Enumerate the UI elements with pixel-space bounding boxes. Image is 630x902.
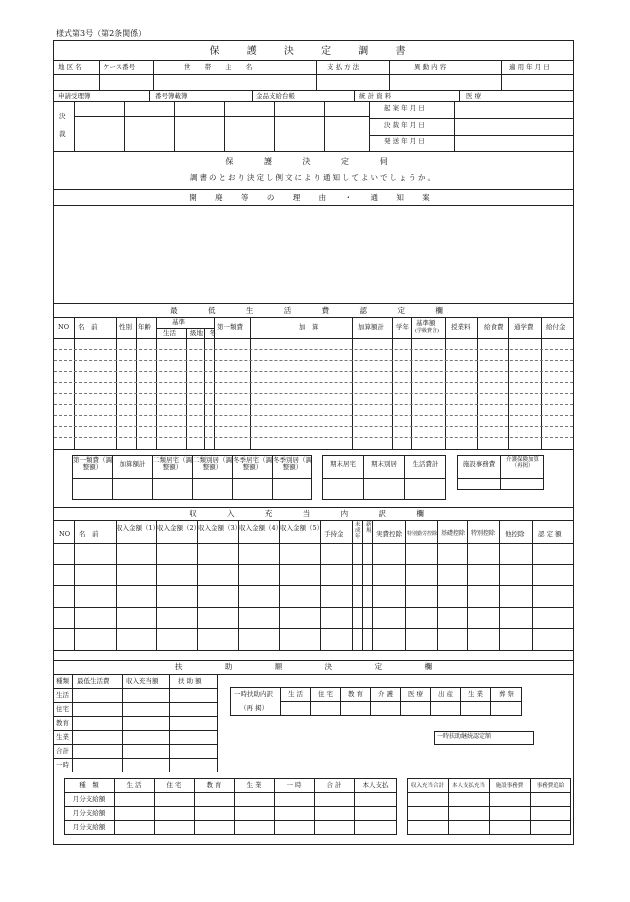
temp-col-housing: 住 宅 [317, 690, 334, 698]
income-heading: 収 入 充 当 内 訳 欄 [189, 509, 438, 518]
sub-care-ins: 介護保険加算（再掲） [505, 457, 539, 470]
aid-row-temp: 一時 [56, 761, 69, 769]
pay-right-facility: 施設事務費 [495, 783, 524, 789]
form-number: 様式第3号（第2条関係） [56, 29, 147, 38]
pay-col-life: 生 活 [126, 781, 142, 789]
aid-row-job: 生業 [56, 733, 69, 741]
inc-col-minor: 未成年 [355, 522, 361, 541]
applicable-date-label: 適 用 年 月 日 [509, 63, 550, 71]
householder-label: 世 帯 主 名 [184, 63, 259, 71]
approval-label: 決 [59, 112, 66, 120]
inc-col-1: 収入金額（1） [116, 524, 160, 532]
sub-add-total: 加算額計 [119, 460, 146, 468]
aid-col-type: 種類 [56, 677, 69, 685]
aid-row-total: 合計 [56, 747, 69, 755]
aid-col-min: 最低生活費 [77, 677, 110, 685]
medical-label: 医 療 [466, 92, 482, 100]
min-living-heading: 最 低 生 活 費 認 定 欄 [170, 306, 457, 315]
col-school-year: 学年 [396, 323, 409, 331]
col-commute: 通学費 [514, 323, 534, 331]
inc-col-actual: 実費控除 [376, 530, 402, 538]
decision-heading: 保 護 決 定 伺 [225, 157, 402, 166]
pay-right-income: 収入充当合計 [410, 783, 444, 789]
inc-col-new: 新規 [366, 522, 372, 535]
sub-end-sep: 期末別居 [371, 460, 397, 468]
temp-col-medical: 医 療 [407, 690, 424, 698]
aid-row-life: 生活 [56, 691, 69, 699]
temp-col-funeral: 葬 祭 [498, 690, 515, 698]
inc-col-3: 収入金額（3） [198, 524, 242, 532]
stat-data-label: 統 計 資 料 [359, 92, 392, 100]
inc-col-cert: 認 定 額 [538, 530, 562, 538]
cash-ledger-label: 金品支給台帳 [256, 92, 295, 100]
col-lunch: 給食費 [484, 323, 504, 331]
aid-row-housing: 住宅 [56, 705, 69, 713]
sub-class1: 第一類費（調整額） [73, 456, 112, 472]
aid-heading: 扶 助 額 決 定 欄 [175, 662, 452, 671]
inc-col-5: 収入金額（5） [280, 524, 324, 532]
col-base-amount: 基準額 [416, 319, 436, 327]
inc-col-no: NO [59, 530, 71, 538]
inc-col-basic: 基礎控除 [441, 530, 466, 537]
approval-label-2: 裁 [59, 130, 66, 138]
sent-date-label: 発 送 年 月 日 [384, 137, 425, 145]
temp-cert-label: 一時扶助継続認定額 [437, 733, 492, 740]
reason-heading: 開 廃 等 の 理 由 ・ 通 知 案 [189, 193, 438, 202]
district-label: 地 区 名 [58, 63, 82, 71]
temp-aid-sub: （再 掲） [240, 704, 269, 712]
col-tuition: 授業料 [451, 323, 471, 331]
temp-aid-label: 一時扶助内訳 [234, 690, 273, 698]
number-ledger-label: 番号簿載簿 [155, 92, 188, 100]
temp-col-job: 生 業 [467, 690, 484, 698]
decision-date-label: 決 裁 年 月 日 [384, 121, 425, 129]
pay-right-extra: 事務費追給 [536, 783, 565, 789]
sub-winter-home: 冬季居宅（調整額） [233, 456, 272, 472]
inc-col-special-work: 特別勤労控除 [407, 531, 438, 537]
col-base-sub: (学級費含) [415, 328, 439, 334]
inc-col-name: 名 前 [79, 530, 99, 538]
col-winter: 冬 [209, 329, 216, 337]
aid-row-edu: 教育 [56, 719, 69, 727]
pay-col-temp: 一 時 [286, 781, 302, 789]
aid-col-amount: 扶 助 額 [178, 677, 202, 685]
aid-col-income: 収入充当額 [126, 677, 159, 685]
inc-col-special: 特別控除 [471, 530, 496, 537]
temp-col-life: 生 活 [287, 690, 304, 698]
pay-col-housing: 住 宅 [166, 781, 182, 789]
col-sex: 性別 [119, 323, 132, 331]
col-age: 年齢 [138, 323, 151, 331]
col-class1: 第一類費 [217, 323, 243, 331]
pay-col-edu: 教 育 [206, 781, 222, 789]
decision-text: 調書のとおり決定し例文により通知してよいでしょうか。 [190, 173, 437, 182]
form-title: 保 護 決 定 調 書 [209, 46, 418, 57]
case-no-label: ケース番号 [103, 63, 136, 71]
pay-col-type: 種 類 [79, 781, 99, 789]
inc-col-4: 収入金額（4） [239, 524, 283, 532]
pay-right-self: 本人支払充当 [451, 783, 485, 789]
pay-col-total: 合 計 [326, 781, 342, 789]
draft-date-label: 起 案 年 月 日 [384, 104, 425, 112]
temp-col-edu: 教 育 [347, 690, 364, 698]
inc-col-2: 収入金額（2） [157, 524, 201, 532]
col-life: 生活 [163, 329, 176, 337]
payment-method-label: 支 払 方 法 [327, 63, 360, 71]
sub-living-total: 生活費計 [412, 460, 439, 468]
inc-col-other: 他控除 [505, 530, 525, 538]
pay-col-self: 本人支払 [362, 781, 389, 789]
col-name: 名 前 [78, 323, 98, 331]
col-add: 加 算 [299, 323, 319, 331]
application-ledger-label: 申請受理簿 [58, 92, 91, 100]
pay-row-1: 月分支給額 [72, 795, 106, 803]
col-grade: 級地 [190, 329, 203, 337]
protection-decision-form [53, 40, 574, 845]
col-standard: 基準 [172, 318, 185, 326]
sub-sep2: 二類別居（調整額） [193, 456, 232, 472]
pay-row-3: 月分支給額 [72, 823, 106, 831]
sub-end-home: 期末居宅 [330, 460, 356, 468]
sub-winter-sep: 冬季別居（調整額） [273, 456, 312, 472]
pay-row-2: 月分支給額 [72, 809, 106, 817]
temp-col-care: 介 護 [377, 690, 394, 698]
inc-col-cash: 手持金 [324, 530, 344, 538]
sub-facility: 施設事務費 [462, 460, 496, 468]
sub-home2: 二類居宅（調整額） [153, 456, 192, 472]
pay-col-job: 生 業 [246, 781, 262, 789]
col-no: NO [58, 323, 70, 331]
col-add-total: 加算額計 [358, 323, 384, 331]
temp-col-birth: 出 産 [437, 690, 454, 698]
change-label: 異 動 内 容 [414, 63, 447, 71]
col-benefit: 給付金 [546, 323, 566, 331]
